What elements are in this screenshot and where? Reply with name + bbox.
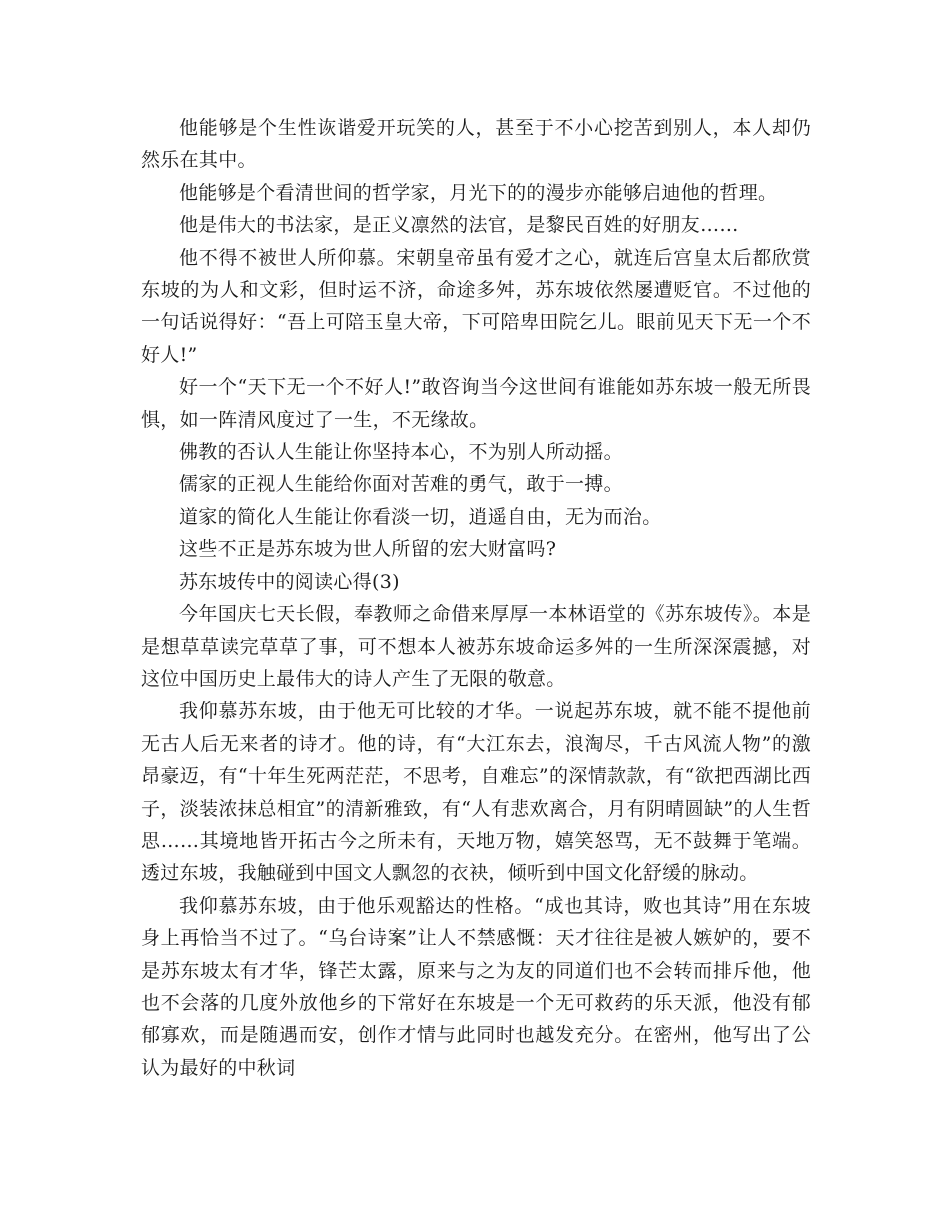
paragraph: 儒家的正视人生能给你面对苦难的勇气，敢于一搏。 bbox=[179, 473, 623, 496]
paragraph: 我仰慕苏东坡，由于他乐观豁达的性格。“成也其诗，败也其诗”用在东坡身上再恰当不过了。“乌台诗案”让人不禁感慨：天才往往是被人嫉妒的，要不是苏东坡太有才华，锋芒太露，原来与之为友的同道们也不会转而排斥他，他也不会落的几度外放他乡的下常好在东坡是一个无可救药的乐天派，他没有郁郁寡欢，而是随遇而安，创作才情与此同时也越发充分。在密州，他写出了公认为最好的中秋词 bbox=[141, 894, 811, 1079]
paragraph: 我仰慕苏东坡，由于他无可比较的才华。一说起苏东坡，就不能不提他前无古人后无来者的诗才。他的诗，有“大江东去，浪淘尽，千古风流人物”的激昂豪迈，有“十年生死两茫茫，不思考，自难忘”的深情款款，有“欲把西湖比西子，淡装浓抹总相宜”的清新雅致，有“人有悲欢离合，月有阴晴圆缺”的人生哲思……其境地皆开拓古今之所未有，天地万物，嬉笑怒骂，无不鼓舞于笔端。透过东坡，我触碰到中国文人飘忽的衣袂，倾听到中国文化舒缓的脉动。 bbox=[141, 700, 811, 885]
document-page bbox=[141, 112, 811, 1084]
paragraph: 好一个“天下无一个不好人!”敢咨询当今这世间有谁能如苏东坡一般无所畏惧，如一阵清风度过了一生，不无缘故。 bbox=[141, 376, 811, 431]
section-heading: 苏东坡传中的阅读心得(3) bbox=[179, 570, 400, 593]
paragraph: 这些不正是苏东坡为世人所留的宏大财富吗? bbox=[179, 538, 557, 561]
paragraph: 他能够是个看清世间的哲学家，月光下的的漫步亦能够启迪他的哲理。 bbox=[179, 181, 778, 204]
paragraph: 今年国庆七天长假，奉教师之命借来厚厚一本林语堂的《苏东坡传》。本是是想草草读完草草了事，可不想本人被苏东坡命运多舛的一生所深深震撼，对这位中国历史上最伟大的诗人产生了无限的敬意。 bbox=[141, 603, 811, 690]
paragraph: 佛教的否认人生能让你坚持本心，不为别人所动摇。 bbox=[179, 441, 623, 464]
paragraph: 他不得不被世人所仰慕。宋朝皇帝虽有爱才之心，就连后宫皇太后都欣赏东坡的为人和文彩，但时运不济，命途多舛，苏东坡依然屡遭贬官。不过他的一句话说得好：“吾上可陪玉皇大帝，下可陪卑田院乞儿。眼前见天下无一个不好人!” bbox=[141, 246, 811, 366]
paragraph: 道家的简化人生能让你看淡一切，逍遥自由，无为而治。 bbox=[179, 505, 662, 528]
paragraph: 他是伟大的书法家，是正义凛然的法官，是黎民百姓的好朋友…… bbox=[179, 214, 739, 237]
paragraph: 他能够是个生性诙谐爱开玩笑的人，甚至于不小心挖苦到别人，本人却仍然乐在其中。 bbox=[141, 117, 811, 172]
